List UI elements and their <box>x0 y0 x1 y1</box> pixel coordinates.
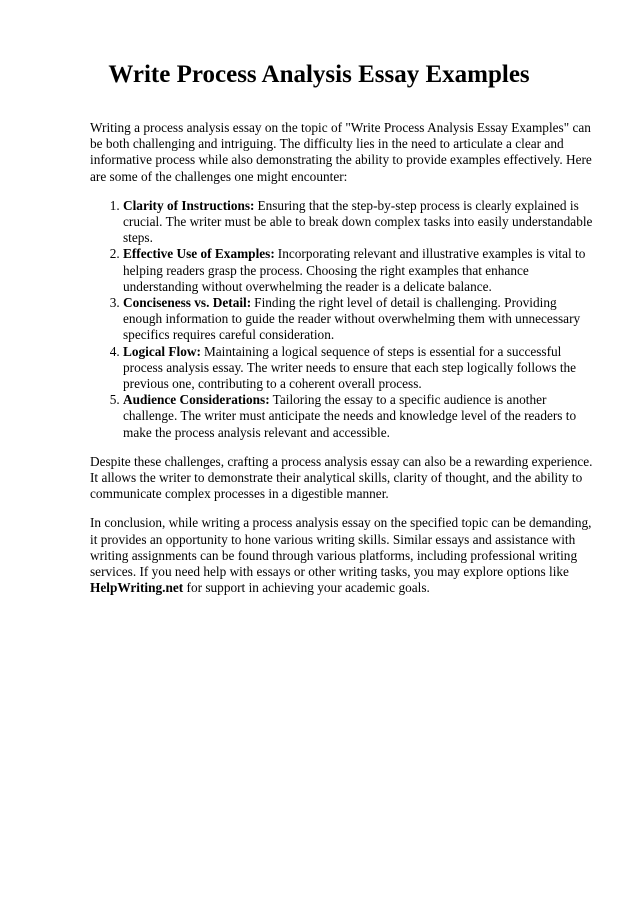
list-item <box>123 246 598 295</box>
list-item-text: Finding the right level of detail is challenging. Providing enough information to guide the reader without overwhelming them with unnecessary specifics requires careful consideration. <box>123 295 581 343</box>
brand-name: HelpWriting.net <box>90 580 184 596</box>
list-item-text: Maintaining a logical sequence of steps is essential for a successful process analysis essay. The writer needs to ensure that each step logically follows the previous one, contributing to a coherent overall process. <box>123 343 577 392</box>
list-item-text: Tailoring the essay to a specific audience is another challenge. The writer must anticipate the needs and knowledge level of the readers to make the process analysis relevant and accessible. <box>123 392 577 440</box>
conclusion-text-after: for support in achieving your academic goals. <box>183 580 430 596</box>
conclusion-text-before: In conclusion, while writing a process analysis essay on the specified topic can be demanding, it provides an opportunity to hone various writing skills. Similar essays and assistance with writing assignments can be found through various platforms, including professional writing services. If you need help with essays or other writing tasks, you may explore options like <box>90 515 592 580</box>
body-paragraph: Despite these challenges, crafting a process analysis essay can also be a rewarding experience. It allows the writer to demonstrate their analytical skills, clarity of thought, and the ability to communicate complex processes in a digestible manner. <box>90 453 593 502</box>
list-item-text: Ensuring that the step-by-step process is clearly explained is crucial. The writer must be able to break down complex tasks into easily understandable steps. <box>123 197 593 246</box>
list-item <box>123 198 598 247</box>
page-title: Write Process Analysis Essay Examples <box>108 61 530 88</box>
list-item-term: Conciseness vs. Detail: <box>123 295 252 311</box>
list-item-text: Incorporating relevant and illustrative examples is vital to helping readers grasp the process. Choosing the right examples that enhance understanding without overwhelming the reader is a delicate balance. <box>123 246 586 294</box>
intro-paragraph: Writing a process analysis essay on the topic of "Write Process Analysis Essay Examples" can be both challenging and intriguing. The difficulty lies in the need to articulate a clear and informative process while also demonstrating the ability to provide examples effectively. Here are some of the challenges one might encounter: <box>90 120 592 184</box>
list-item <box>123 344 598 393</box>
list-item <box>123 392 598 441</box>
list-item-term: Effective Use of Examples: <box>123 246 275 262</box>
challenges-list <box>90 198 598 441</box>
list-item-term: Clarity of Instructions: <box>123 197 255 213</box>
conclusion-paragraph <box>90 515 598 596</box>
list-item <box>123 295 598 344</box>
list-item-term: Logical Flow: <box>123 343 201 359</box>
list-item-term: Audience Considerations: <box>123 392 270 408</box>
document-body <box>90 120 598 609</box>
